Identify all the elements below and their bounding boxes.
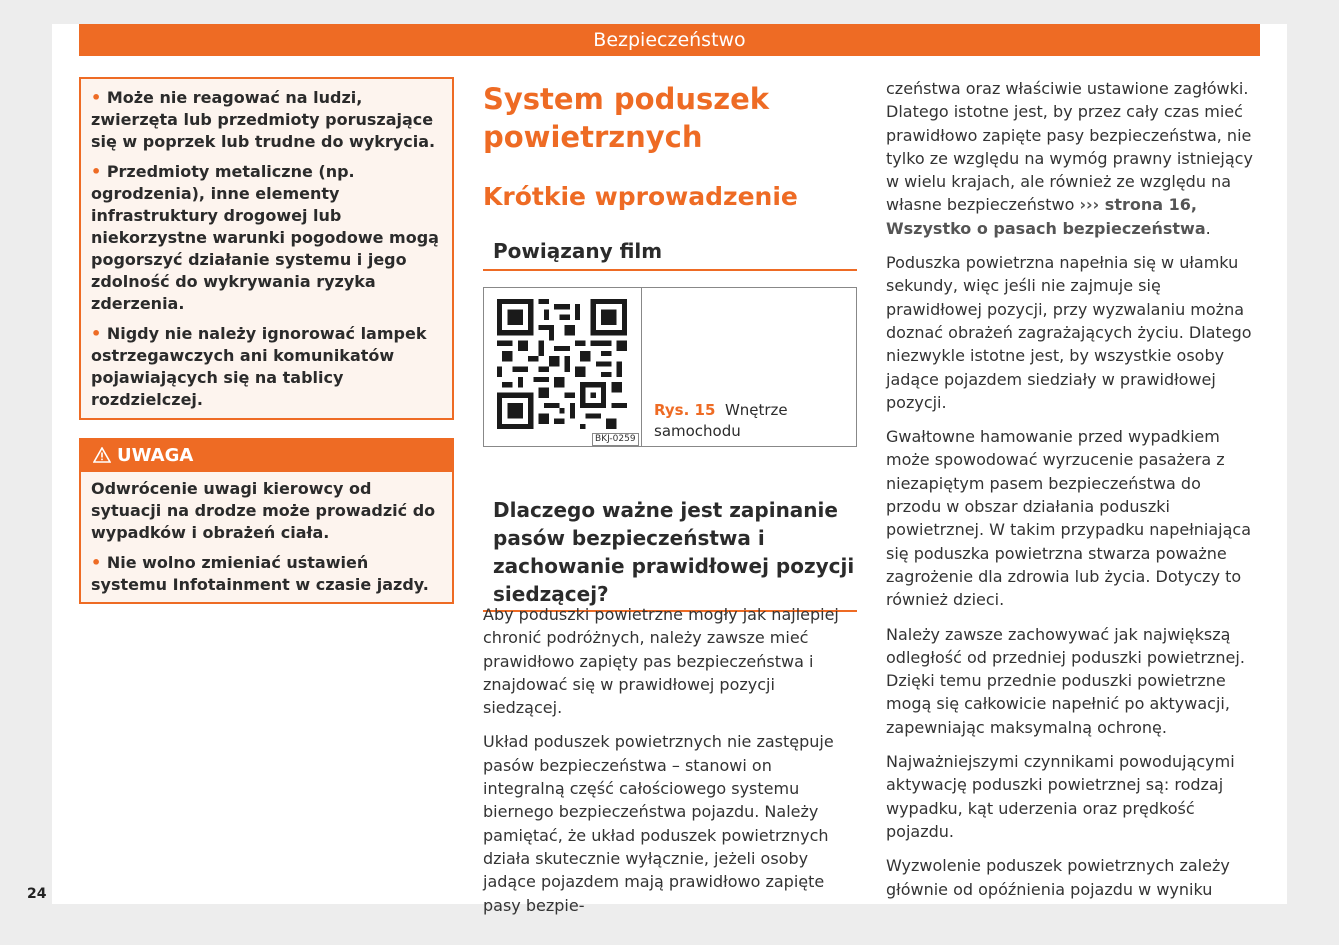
paragraph: Aby poduszki powietrzne mogły jak najlepiej chronić podróżnych, należy zawsze mieć prawidłowo zapięty pas bezpieczeństwa i znajdować się w prawidłowej pozycji siedzącej.	[483, 605, 839, 718]
list-item: • Nie wolno zmieniać ustawień systemu Infotainment w czasie jazdy.	[91, 553, 429, 594]
paragraph: Wyzwolenie poduszek powietrznych zależy głównie od opóźnienia pojazdu w wyniku	[886, 856, 1230, 899]
warning-triangle-icon	[93, 447, 111, 463]
left-column	[79, 77, 454, 604]
video-heading: Powiązany film	[483, 236, 857, 271]
page-title: System poduszek powietrznych	[483, 82, 770, 154]
paragraph: Układ poduszek powietrznych nie zastępuje pasów bezpieczeństwa – stanowi on integralną część całościowego systemu biernego bezpieczeństwa pojazdu. Należy pamiętać, że układ poduszek powietrznych działa skutecznie wyłącznie, jeżeli osoby jadące pojazdem mają prawidłowo zapięte pasy bezpie-	[483, 732, 834, 915]
qr-code-icon[interactable]	[497, 299, 627, 429]
bullet-icon: •	[91, 88, 102, 107]
paragraph: Najważniejszymi czynnikami powodującymi aktywację poduszki powietrznej są: rodzaj wypadku, kąt uderzenia oraz prędkość pojazdu.	[886, 752, 1235, 841]
bullet-icon: •	[91, 162, 102, 181]
warning-title: UWAGA	[117, 445, 194, 466]
warning-box	[79, 438, 454, 604]
figure-label: Rys. 15	[654, 401, 716, 419]
figure-code: BKJ-0259	[592, 433, 639, 446]
right-column	[886, 77, 1260, 912]
middle-column	[483, 80, 857, 915]
figure-caption	[654, 400, 849, 442]
section-subtitle: Krótkie wprowadzenie	[483, 182, 798, 211]
bullet-icon: •	[91, 324, 102, 343]
page-number: 24	[27, 886, 47, 902]
section-header: Bezpieczeństwo	[79, 24, 1260, 56]
warning-text: Odwrócenie uwagi kierowcy od sytuacji na drodze może prowadzić do wypadków i obrażeń ciała.	[91, 479, 436, 542]
list-item: • Może nie reagować na ludzi, zwierzęta lub przedmioty poruszające się w poprzek lub trudne do wykrycia.	[91, 88, 436, 151]
notice-box	[79, 77, 454, 420]
figure	[483, 287, 857, 447]
figure-caption-text: Wnętrze samochodu	[654, 401, 788, 440]
bullet-icon: •	[91, 553, 102, 572]
paragraph: Gwałtowne hamowanie przed wypadkiem może spowodować wyrzucenie pasażera z niezapiętym pasem bezpieczeństwa do przodu w obszar działania poduszki powietrznej. W takim przypadku napełniająca się poduszka powietrzna stwarza poważne zagrożenie dla zdrowia lub życia. Dotyczy to również dzieci.	[886, 427, 1251, 610]
paragraph: Poduszka powietrzna napełnia się w ułamku sekundy, więc jeśli nie zajmuje się prawidłowej pozycji, przy wyzwalaniu można doznać obrażeń zagrażających życiu. Dlatego niezwykle istotne jest, by wszystkie osoby jadące pojazdem siedziały w prawidłowej pozycji.	[886, 253, 1252, 412]
warning-body	[81, 472, 452, 602]
list-item: • Nigdy nie należy ignorować lampek ostrzegawczych ani komunikatów pojawiających się na tablicy rozdzielczej.	[91, 324, 427, 409]
cross-reference-link[interactable]: ››› strona 16, Wszystko o pasach bezpieczeństwa	[886, 195, 1206, 238]
paragraph: czeństwa oraz właściwie ustawione zagłówki. Dlatego istotne jest, by przez cały czas mieć prawidłowo zapięte pasy bezpieczeństwa, nie tylko ze względu na wymóg prawny istniejący w wielu krajach, ale również ze względu na własne bezpieczeństwo ››› strona 16, Wszystko o pasach bezpieczeństwa.	[886, 79, 1253, 238]
warning-header	[81, 440, 452, 472]
qr-code-box[interactable]	[484, 288, 642, 446]
list-item: • Przedmioty metaliczne (np. ogrodzenia), inne elementy infrastruktury drogowej lub niekorzystne warunki pogodowe mogą pogorszyć działanie systemu i jego zdolność do wykrywania ryzyka zderzenia.	[91, 162, 439, 313]
paragraph: Należy zawsze zachowywać jak największą odległość od przedniej poduszki powietrznej. Dzięki temu przednie poduszki powietrzne mogą się całkowicie napełnić po aktywacji, zapewniając maksymalną ochronę.	[886, 624, 1245, 737]
question-heading: Dlaczego ważne jest zapinanie pasów bezpieczeństwa i zachowanie prawidłowej pozycji siedzącej?	[483, 496, 857, 612]
middle-body	[483, 603, 857, 928]
